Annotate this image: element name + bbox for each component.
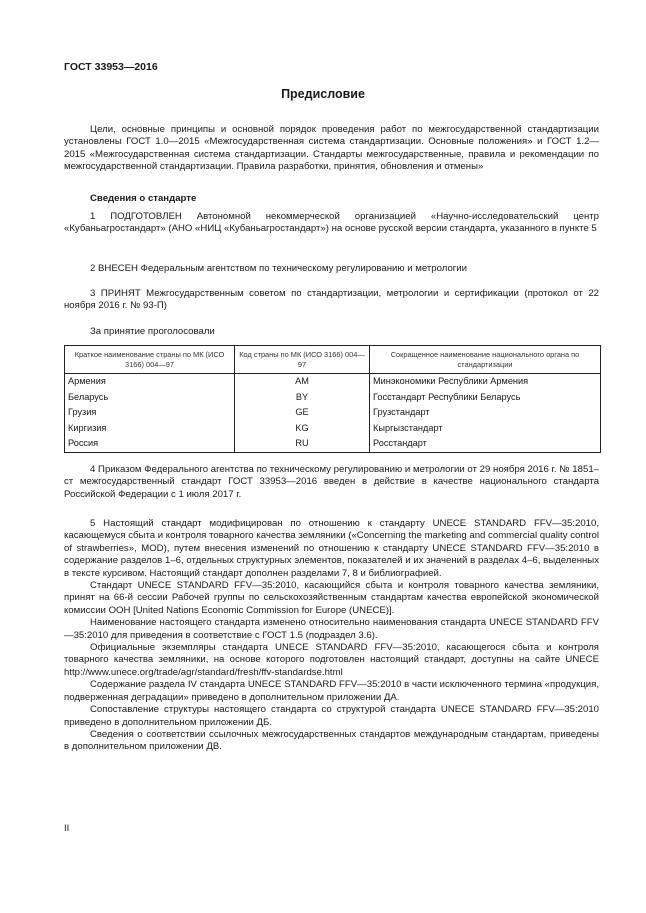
item-4-text: 4 Приказом Федерального агентства по техническому регулированию и метрологии от 29 ноября 2016 г. № 1851–ст межгосударственный стандарт ГОСТ 33953—2016 введен в действие в качестве национального стандарта Российской Федерации с 1 июля 2017 г. [64,464,599,500]
item-5-paragraph: Содержание раздела IV стандарта UNECE STANDARD FFV—35:2010 в части исключенного термина «продукция, подверженная деградации» приведено в дополнительном приложении ДА. [64,679,599,703]
voted-label-block [64,326,599,338]
standards-body: Грузстандарт [370,405,601,421]
country-name: Беларусь [65,390,235,406]
country-name: Россия [65,436,235,452]
country-code: AM [235,374,370,390]
standards-body: Госстандарт Республики Беларусь [370,390,601,406]
table-row [65,436,601,452]
item-3-text: 3 ПРИНЯТ Межгосударственным советом по стандартизации, метрологии и сертификации (протокол от 22 ноября 2016 г. № 93-П) [64,288,599,312]
country-code: GE [235,405,370,421]
table-header-country: Краткое наименование страны по МК (ИСО 3166) 004—97 [65,346,235,374]
info-heading: Сведения о стандарте [90,193,197,204]
country-code: RU [235,436,370,452]
item-5-paragraph: Сопоставление структуры настоящего стандарта со структурой стандарта UNECE STANDARD FFV—35:2010 приведено в дополнительном приложении ДБ. [64,704,599,728]
standards-body: Кыргызстандарт [370,421,601,437]
voted-label: За принятие проголосовали [90,326,215,337]
item-5-paragraph: Наименование настоящего стандарта изменено относительно наименования стандарта UNECE STANDARD FFV—35:2010 для приведения в соответствие с ГОСТ 1.5 (подраздел 3.6). [64,617,599,641]
table-header-row [65,346,601,374]
item-1 [64,211,599,236]
table-header-code: Код страны по МК (ИСО 3166) 004—97 [235,346,370,374]
item-5-paragraph: Сведения о соответствии ссылочных межгосударственных стандартов международным стандартам, приведены в дополнительном приложении ДВ. [64,728,599,753]
info-section [64,193,599,205]
country-code: KG [235,421,370,437]
table-row [65,421,601,437]
document-code-header: ГОСТ 33953—2016 [64,61,158,73]
standards-body: Минэкономики Республики Армения [370,374,601,390]
page-number: II [64,823,70,834]
intro-paragraph: Цели, основные принципы и основной порядок проведения работ по межгосударственной стандартизации установлены ГОСТ 1.0—2015 «Межгосударственная система стандартизации. Основные положения» и ГОСТ 1.2—2015 «Межгосударственная система стандартизации. Стандарты межгосударственные, правила и рекомендации по межгосударственной стандартизации. Правила разработки, принятия, обновления и отмены» [64,124,599,173]
item-4 [64,464,599,501]
country-code: BY [235,390,370,406]
item-5 [64,518,599,754]
countries-table [64,345,601,453]
table-row [65,374,601,390]
item-5-paragraph: Стандарт UNECE STANDARD FFV—35:2010, касающийся сбыта и контроля товарного качества земляники, принят на 66-й сессии Рабочей группы по сельскохозяйственным стандартам качества европейской экономической комиссии ООН [United Nations Economic Commission for Europe (UNECE)]. [64,580,599,616]
country-name: Грузия [65,405,235,421]
table-row [65,390,601,406]
item-1-text: 1 ПОДГОТОВЛЕН Автономной некоммерческой организацией «Научно-исследовательский центр «Кубаньагростандарт» (АНО «НИЦ «Кубаньагростандарт») на основе русской версии стандарта, указанного в пункте 5 [64,211,599,235]
item-5-paragraph: 5 Настоящий стандарт модифицирован по отношению к стандарту UNECE STANDARD FFV—35:2010, касающемуся сбыта и контроля товарного качества земляники («Concerning the marketing and commercial quality control of strawberries», MOD), путем внесения изменений по отношению к стандарту UNECE STANDARD FFV—35:2010 в содержание разделов 1–6, отдельных структурных элементов, показателей и их значений в разделах 4–6, выделенных в тексте курсивом. Настоящий стандарт дополнен разделами 7, 8 и библиографией. [64,518,599,579]
table-row [65,405,601,421]
intro-section [64,124,599,174]
item-5-paragraph: Официальные экземпляры стандарта UNECE STANDARD FFV—35:2010, касающегося сбыта и контроля товарного качества земляники, на основе которого подготовлен настоящий стандарт, доступны на сайте UNECE http://www.unece.org/trade/agr/standard/fresh/ffv-standardse.html [64,642,599,678]
table-header-body: Сокращенное наименование национального органа по стандартизации [370,346,601,374]
standards-body: Росстандарт [370,436,601,452]
page-title: Предисловие [281,87,365,101]
item-2 [64,263,599,275]
country-name: Киргизия [65,421,235,437]
item-3 [64,288,599,313]
item-2-text: 2 ВНЕСЕН Федеральным агентством по техническому регулированию и метрологии [90,263,468,274]
country-name: Армения [65,374,235,390]
